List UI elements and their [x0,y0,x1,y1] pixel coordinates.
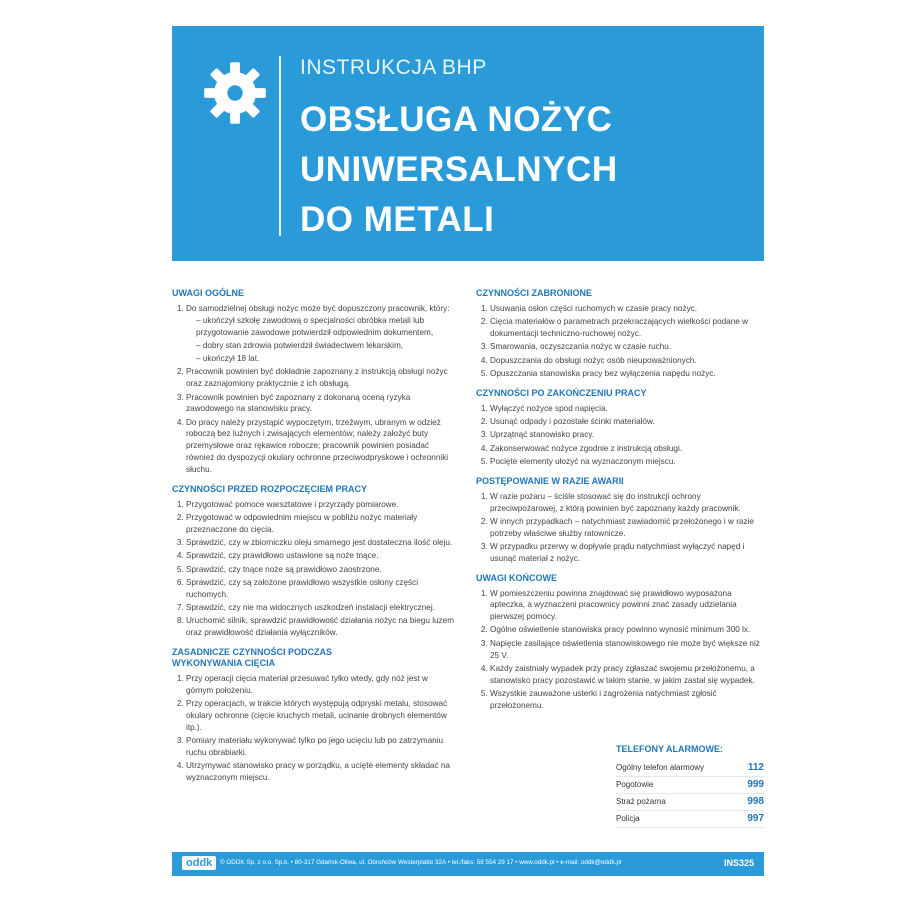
list-item: 3. Napięcie zasilające oświetlenia stanowiskowego nie może być większe niż 25 V. [490,638,760,662]
left-column [172,288,456,792]
phone-label: Policja [616,814,640,823]
list-item: 2. Cięcia materiałów o parametrach przekraczających wielkości podane w dokumentacji techniczno-ruchowej nożyc. [490,316,760,340]
list-item: 1. Wyłączyć nożyce spod napięcia. [490,403,760,415]
phone-label: Ogólny telefon alarmowy [616,763,705,772]
list-item: 2. Przy operacjach, w trakcie których występują odpryski metalu, stosować okulary ochronne (cięcie kruchych metali, ucinanie drobnych elementów itp.). [186,698,456,733]
gear-icon [200,58,270,128]
title-line-2: UNIWERSALNYCH [300,150,618,189]
sub-item: – ukończył szkołę zawodową o specjalności obróbka metali lub przygotowanie zawodowe potwierdził odpowiednim dokumentem, [196,315,456,339]
phone-number: 997 [747,813,764,824]
list-item: 1. W pomieszczeniu powinna znajdować się prawidłowo wyposażona apteczka, a wyznaczeni pracownicy powinni znać zasady udzielania pierwszej pomocy. [490,588,760,623]
section-heading: CZYNNOŚCI PRZED ROZPOCZĘCIEM PRACY [172,483,368,494]
document-code: INS325 [723,858,754,868]
section-awaria [476,476,760,565]
phone-label: Pogotowie [616,780,654,789]
list-item [186,303,456,365]
section-przed-rozpoczeciem [172,484,456,639]
section-heading-line: WYKONYWANIA CIĘCIA [172,657,276,668]
sub-item: – dobry stan zdrowia potwierdził świadectwem lekarskim, [196,340,456,352]
header-banner [172,26,764,261]
list-item: 3. Pomiary materiału wykonywać tylko po jego ucięciu lub po zatrzymaniu ruchu obrabiarki. [186,735,456,759]
list-item: 5. Opuszczania stanowiska pracy bez wyłączenia napędu nożyc. [490,368,760,380]
section-heading: CZYNNOŚCI PO ZAKOŃCZENIU PRACY [476,387,647,398]
phone-row [616,777,764,794]
footer-bar [172,852,764,876]
list-item: 3. Sprawdzić, czy w zbiorniczku oleju smarnego jest dostateczna ilość oleju. [186,537,456,549]
list-item: 1. W razie pożaru – ściśle stosować się do instrukcji ochrony przeciwpożarowej, z którą powinien być zapoznany każdy pracownik. [490,491,760,515]
phone-number: 998 [747,796,764,807]
list-item: 4. Sprawdzić, czy prawidłowo ustawione są noże tnące. [186,550,456,562]
section-heading: UWAGI OGÓLNE [172,288,244,298]
list-item: 1. Przygotować pomoce warsztatowe i przyrządy pomiarowe. [186,499,456,511]
list-item: 3. W przypadku przerwy w dopływie prądu natychmiast wyłączyć napęd i usunąć materiał z nożyc. [490,541,760,565]
list-item: 3. Uprzątnąć stanowisko pracy. [490,429,760,441]
section-heading [172,647,456,669]
title-line-1: OBSŁUGA NOŻYC [300,100,613,139]
section-zabronione [476,288,760,380]
oddk-logo: oddk [182,856,216,870]
phone-label: Straż pożarna [616,797,666,806]
section-po-zakonczeniu [476,388,760,468]
list-item: 4. Każdy zaistniały wypadek przy pracy zgłaszać swojemu przełożonemu, a stanowisko pracy pozostawić w takim stanie, w jakim zastał się wypadek. [490,663,760,687]
footer-address: © ODDK Sp. z o.o. Sp.k. • 80-317 Gdańsk-Oliwa, ul. Obrońców Westerplatte 32A • tel./faks: 58 554 29 17 • www.oddk.pl • e-mail: oddk@oddk.pl [220,859,622,866]
list-item: 2. Pracownik powinien być dokładnie zapoznany z instrukcją obsługi nożyc oraz zaznajomiony praktycznie z ich obsługą. [186,366,456,390]
phones-heading: TELEFONY ALARMOWE: [616,744,723,754]
list-item: 2. Ogólne oświetlenie stanowiska pracy powinno wynosić minimum 300 lx. [490,624,760,636]
list-item: 7. Sprawdzić, czy nie ma widocznych uszkodzeń instalacji elektrycznej. [186,602,456,614]
sub-item: – ukończył 18 lat. [196,353,456,365]
list-item: 5. Sprawdzić, czy tnące noże są prawidłowo zaostrzone. [186,564,456,576]
phone-row [616,811,764,828]
list-item: 2. Przygotować w odpowiednim miejscu w pobliżu nożyc materiały przeznaczone do cięcia. [186,512,456,536]
list-item: 4. Dopuszczania do obsługi nożyc osób nieupoważnionych. [490,355,760,367]
list-item: 1. Usuwania osłon części ruchomych w czasie pracy nożyc. [490,303,760,315]
phone-number: 112 [747,762,764,773]
section-heading: POSTĘPOWANIE W RAZIE AWARII [476,475,624,486]
title-line-3: DO METALI [300,200,495,239]
list-item: 3. Smarowania, oczyszczania nożyc w czasie ruchu. [490,341,760,353]
phone-number: 999 [747,779,764,790]
list-item-text: Do samodzielnej obsługi nożyc może być dopuszczony pracownik, który: [186,304,450,313]
list-item: 4. Utrzymywać stanowisko pracy w porządku, a ucięte elementy składać na wyznaczonym miejscu. [186,760,456,784]
list-item: 8. Uruchomić silnik, sprawdzić prawidłowość działania nożyc na biegu luzem oraz prawidłowość działania wyłączników. [186,615,456,639]
section-heading-line: ZASADNICZE CZYNNOŚCI PODCZAS [172,646,333,657]
section-uwagi-koncowe [476,573,760,712]
list-item: 2. W innych przypadkach – natychmiast zawiadomić przełożonego i w razie potrzeby właściwe służby ratownicze. [490,516,760,540]
list-item: 5. Pocięte elementy ułożyć na wyznaczonym miejscu. [490,456,760,468]
list-item: 1. Przy operacji cięcia materiał przesuwać tylko wtedy, gdy nóż jest w górnym położeniu. [186,673,456,697]
right-column [476,288,760,720]
list-item: 5. Wszystkie zauważone usterki i zagrożenia natychmiast zgłosić przełożonemu. [490,688,760,712]
section-heading: UWAGI KOŃCOWE [476,572,557,583]
emergency-phones [616,744,764,828]
list-item: 6. Sprawdzić, czy są założone prawidłowo wszystkie osłony części ruchomych. [186,577,456,601]
phone-row [616,760,764,777]
section-heading: CZYNNOŚCI ZABRONIONE [476,288,593,298]
instruction-sheet [172,26,764,876]
list-item: 2. Usunąć odpady i pozostałe ścinki materiałów. [490,416,760,428]
list-item: 3. Pracownik powinien być zapoznany z dokonaną oceną ryzyka zawodowego na stanowisku pracy. [186,392,456,416]
header-divider [279,56,281,236]
section-zasadnicze [172,647,456,784]
section-uwagi-ogolne [172,288,456,476]
list-item: 4. Do pracy należy przystąpić wypoczętym, trzeźwym, ubranym w odzież roboczą bez luźnych i zwisających elementów; należy założyć buty przemysłowe oraz rękawice robocze; pracownik powinien posiadać również do dyspozycji okulary ochronne przeciwodpryskowe i ochronniki słuchu. [186,417,456,476]
list-item: 4. Zakonserwować nożyce zgodnie z instrukcją obsługi. [490,443,760,455]
phone-row [616,794,764,811]
header-kicker: INSTRUKCJA BHP [300,56,487,79]
